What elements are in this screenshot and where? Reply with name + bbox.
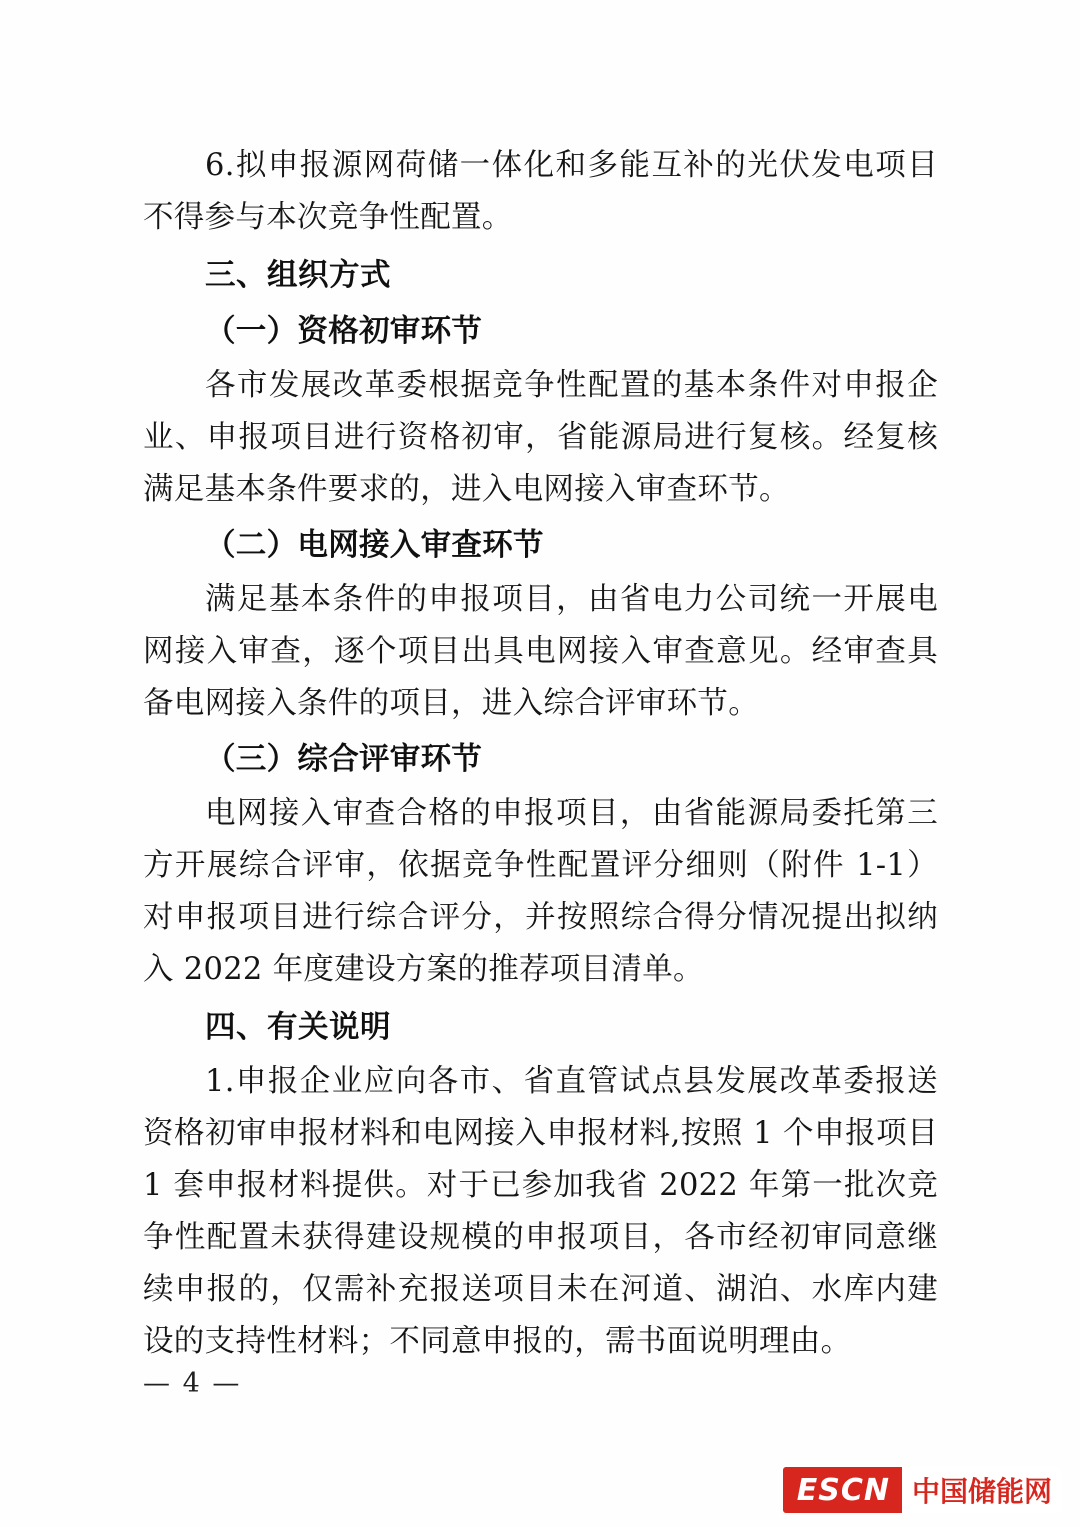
subsection-heading-one: （一）资格初审环节 xyxy=(205,314,483,349)
paragraph-notes-item-1: 1.申报企业应向各市、省直管试点县发展改革委报送资格初审申报材料和电网接入申报材料,按照 1 个申报项目 1 套申报材料提供。对于已参加我省 2022 年第一批次竞争性配置未获得建设规模的申报项目，各市经初审同意继续申报的，仅需补充报送项目未在河道、湖泊、水库内建设的支持性材料；不同意申报的，需书面说明理由。 xyxy=(143,1064,938,1359)
paragraph-grid-access-review: 满足基本条件的申报项目，由省电力公司统一开展电网接入审查，逐个项目出具电网接入审查意见。经审查具备电网接入条件的项目，进入综合评审环节。 xyxy=(143,582,938,721)
section-heading-four: 四、有关说明 xyxy=(205,1010,391,1045)
watermark-brand-en: ESCN xyxy=(783,1467,902,1513)
document-body xyxy=(143,140,938,1370)
page-number: — 4 — xyxy=(143,1368,242,1399)
subsection-heading-three: （三）综合评审环节 xyxy=(205,742,483,777)
paragraph-qualification-review: 各市发展改革委根据竞争性配置的基本条件对申报企业、申报项目进行资格初审，省能源局进行复核。经复核满足基本条件要求的，进入电网接入审查环节。 xyxy=(143,368,938,507)
watermark-logo xyxy=(783,1467,1062,1513)
section-heading-three: 三、组织方式 xyxy=(205,258,391,293)
paragraph-item-6: 6.拟申报源网荷储一体化和多能互补的光伏发电项目不得参与本次竞争性配置。 xyxy=(143,148,938,235)
subsection-heading-two: （二）电网接入审查环节 xyxy=(205,528,544,563)
watermark-brand-cn: 中国储能网 xyxy=(902,1467,1062,1513)
paragraph-comprehensive-review: 电网接入审查合格的申报项目，由省能源局委托第三方开展综合评审，依据竞争性配置评分细则（附件 1-1）对申报项目进行综合评分，并按照综合得分情况提出拟纳入 2022 年度建设方案的推荐项目清单。 xyxy=(143,796,938,987)
